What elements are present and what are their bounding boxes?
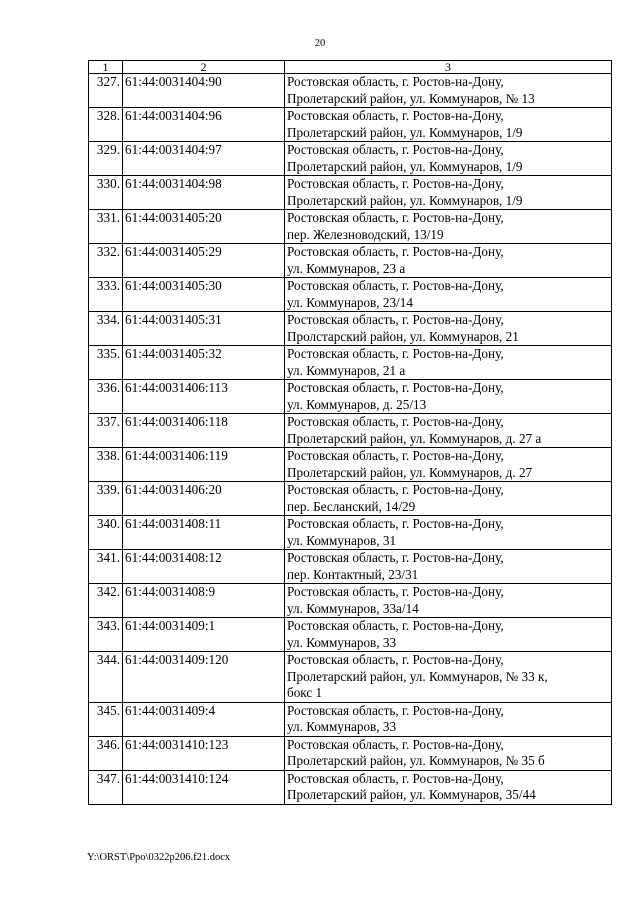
address-line: Ростовская область, г. Ростов-на-Дону,	[287, 652, 504, 667]
header-col-2: 2	[123, 61, 285, 74]
table-row	[89, 108, 612, 142]
table-row	[89, 736, 612, 770]
cadastral-number: 61:44:0031405:30	[123, 278, 285, 312]
cadastral-number: 61:44:0031410:123	[123, 736, 285, 770]
address-line: ул. Коммунаров, 21 а	[287, 362, 406, 378]
header-col-1: 1	[89, 61, 123, 74]
table-row	[89, 584, 612, 618]
row-number: 327.	[89, 74, 123, 108]
address-line: Ростовская область, г. Ростов-на-Дону,	[287, 244, 504, 259]
cadastral-number: 61:44:0031409:4	[123, 702, 285, 736]
table-row	[89, 770, 612, 804]
address-line: Ростовская область, г. Ростов-на-Дону,	[287, 278, 504, 293]
address-cell	[285, 346, 612, 380]
table-row	[89, 312, 612, 346]
cadastral-number: 61:44:0031404:97	[123, 142, 285, 176]
address-line: Пролетарский район, ул. Коммунаров, 35/44	[287, 787, 536, 802]
address-cell	[285, 702, 612, 736]
cadastral-number: 61:44:0031405:29	[123, 244, 285, 278]
row-number: 330.	[89, 176, 123, 210]
address-line: Ростовская область, г. Ростов-на-Дону,	[287, 584, 504, 599]
table-row	[89, 244, 612, 278]
address-cell	[285, 380, 612, 414]
table-row	[89, 380, 612, 414]
table-row	[89, 550, 612, 584]
row-number: 339.	[89, 482, 123, 516]
address-cell	[285, 516, 612, 550]
address-line: Пролетарский район, ул. Коммунаров, 1/9	[287, 192, 523, 208]
address-line: Пролстарский район, ул. Коммунаров, 21	[287, 328, 519, 344]
address-line: ул. Коммунаров, 23/14	[287, 294, 413, 310]
cadastral-number: 61:44:0031409:120	[123, 652, 285, 703]
table-row	[89, 652, 612, 703]
cadastral-number: 61:44:0031408:12	[123, 550, 285, 584]
header-col-3: 3	[285, 61, 612, 74]
row-number: 341.	[89, 550, 123, 584]
row-number: 332.	[89, 244, 123, 278]
row-number: 342.	[89, 584, 123, 618]
address-cell	[285, 244, 612, 278]
row-number: 344.	[89, 652, 123, 703]
address-cell	[285, 584, 612, 618]
address-cell	[285, 414, 612, 448]
row-number: 333.	[89, 278, 123, 312]
address-cell	[285, 108, 612, 142]
address-cell	[285, 736, 612, 770]
table-row	[89, 414, 612, 448]
address-line: ул. Коммунаров, 23 а	[287, 260, 406, 276]
address-line: ул. Коммунаров, 33	[287, 719, 397, 734]
cadastral-number: 61:44:0031404:98	[123, 176, 285, 210]
address-line: Ростовская область, г. Ростов-на-Дону,	[287, 736, 504, 752]
address-cell	[285, 482, 612, 516]
address-line: ул. Коммунаров, 33	[287, 634, 397, 650]
table-row	[89, 346, 612, 380]
address-line: Ростовская область, г. Ростов-на-Дону,	[287, 142, 504, 157]
row-number: 346.	[89, 736, 123, 770]
cadastral-number: 61:44:0031406:113	[123, 380, 285, 414]
table-row	[89, 482, 612, 516]
footer-file-path: Y:\ORST\Ppo\0322p206.f21.docx	[87, 852, 231, 863]
address-line: Ростовская область, г. Ростов-на-Дону,	[287, 176, 504, 191]
address-line: пер. Бесланский, 14/29	[287, 498, 416, 514]
row-number: 334.	[89, 312, 123, 346]
address-line: Ростовская область, г. Ростов-на-Дону,	[287, 108, 504, 123]
cadastral-number: 61:44:0031408:9	[123, 584, 285, 618]
row-number: 331.	[89, 210, 123, 244]
address-cell	[285, 312, 612, 346]
cadastral-number: 61:44:0031406:119	[123, 448, 285, 482]
address-line: Ростовская область, г. Ростов-на-Дону,	[287, 618, 504, 633]
table-row	[89, 278, 612, 312]
address-cell	[285, 210, 612, 244]
cadastral-number: 61:44:0031405:31	[123, 312, 285, 346]
table-row	[89, 74, 612, 108]
address-cell	[285, 176, 612, 210]
address-line: пер. Железноводский, 13/19	[287, 226, 444, 242]
address-line: бокс 1	[287, 685, 323, 700]
row-number: 336.	[89, 380, 123, 414]
address-cell	[285, 618, 612, 652]
row-number: 347.	[89, 770, 123, 804]
address-cell	[285, 142, 612, 176]
address-line: Ростовская область, г. Ростов-на-Дону,	[287, 74, 504, 89]
cadastral-number: 61:44:0031406:20	[123, 482, 285, 516]
cadastral-number: 61:44:0031406:118	[123, 414, 285, 448]
address-cell	[285, 550, 612, 584]
table-row	[89, 210, 612, 244]
cadastral-number: 61:44:0031405:32	[123, 346, 285, 380]
address-cell	[285, 278, 612, 312]
table-row	[89, 618, 612, 652]
address-line: Ростовская область, г. Ростов-на-Дону,	[287, 550, 504, 565]
cadastral-number: 61:44:0031410:124	[123, 770, 285, 804]
address-line: Ростовская область, г. Ростов-на-Дону,	[287, 414, 504, 429]
cadastral-number: 61:44:0031408:11	[123, 516, 285, 550]
address-cell	[285, 652, 612, 703]
row-number: 338.	[89, 448, 123, 482]
address-line: Пролетарский район, ул. Коммунаров, д. 27 а	[287, 430, 542, 446]
row-number: 343.	[89, 618, 123, 652]
table-row	[89, 702, 612, 736]
table-body	[89, 74, 612, 805]
table-row	[89, 142, 612, 176]
table-row	[89, 516, 612, 550]
row-number: 329.	[89, 142, 123, 176]
address-cell	[285, 770, 612, 804]
address-line: ул. Коммунаров, 33а/14	[287, 600, 419, 616]
address-line: Пролетарский район, ул. Коммунаров, № 35 б	[287, 753, 545, 768]
row-number: 335.	[89, 346, 123, 380]
address-line: Ростовская область, г. Ростов-на-Дону,	[287, 516, 504, 531]
row-number: 337.	[89, 414, 123, 448]
address-cell	[285, 448, 612, 482]
address-line: Пролетарский район, ул. Коммунаров, № 33 к,	[287, 668, 548, 684]
table-row	[89, 176, 612, 210]
address-line: Ростовская область, г. Ростов-на-Дону,	[287, 380, 504, 395]
cadastral-table	[88, 60, 612, 805]
address-line: Пролетарский район, ул. Коммунаров, 1/9	[287, 158, 523, 174]
address-line: Пролетарский район, ул. Коммунаров, д. 27	[287, 464, 533, 480]
address-line: Ростовская область, г. Ростов-на-Дону,	[287, 312, 504, 327]
address-line: Ростовская область, г. Ростов-на-Дону,	[287, 448, 504, 463]
address-line: Пролетарский район, ул. Коммунаров, № 13	[287, 90, 535, 106]
table-header-row	[89, 61, 612, 74]
cadastral-number: 61:44:0031404:90	[123, 74, 285, 108]
row-number: 340.	[89, 516, 123, 550]
table-row	[89, 448, 612, 482]
address-line: Ростовская область, г. Ростов-на-Дону,	[287, 770, 504, 786]
address-line: Ростовская область, г. Ростов-на-Дону,	[287, 210, 504, 225]
address-line: ул. Коммунаров, 31	[287, 532, 397, 548]
row-number: 345.	[89, 702, 123, 736]
address-line: ул. Коммунаров, д. 25/13	[287, 396, 427, 412]
address-line: Ростовская область, г. Ростов-на-Дону,	[287, 702, 504, 718]
row-number: 328.	[89, 108, 123, 142]
address-line: Ростовская область, г. Ростов-на-Дону,	[287, 482, 504, 497]
address-cell	[285, 74, 612, 108]
address-line: Ростовская область, г. Ростов-на-Дону,	[287, 346, 504, 361]
page-number: 20	[314, 38, 326, 49]
cadastral-number: 61:44:0031405:20	[123, 210, 285, 244]
address-line: Пролетарский район, ул. Коммунаров, 1/9	[287, 124, 523, 140]
address-line: пер. Контактный, 23/31	[287, 566, 419, 582]
cadastral-number: 61:44:0031409:1	[123, 618, 285, 652]
cadastral-number: 61:44:0031404:96	[123, 108, 285, 142]
